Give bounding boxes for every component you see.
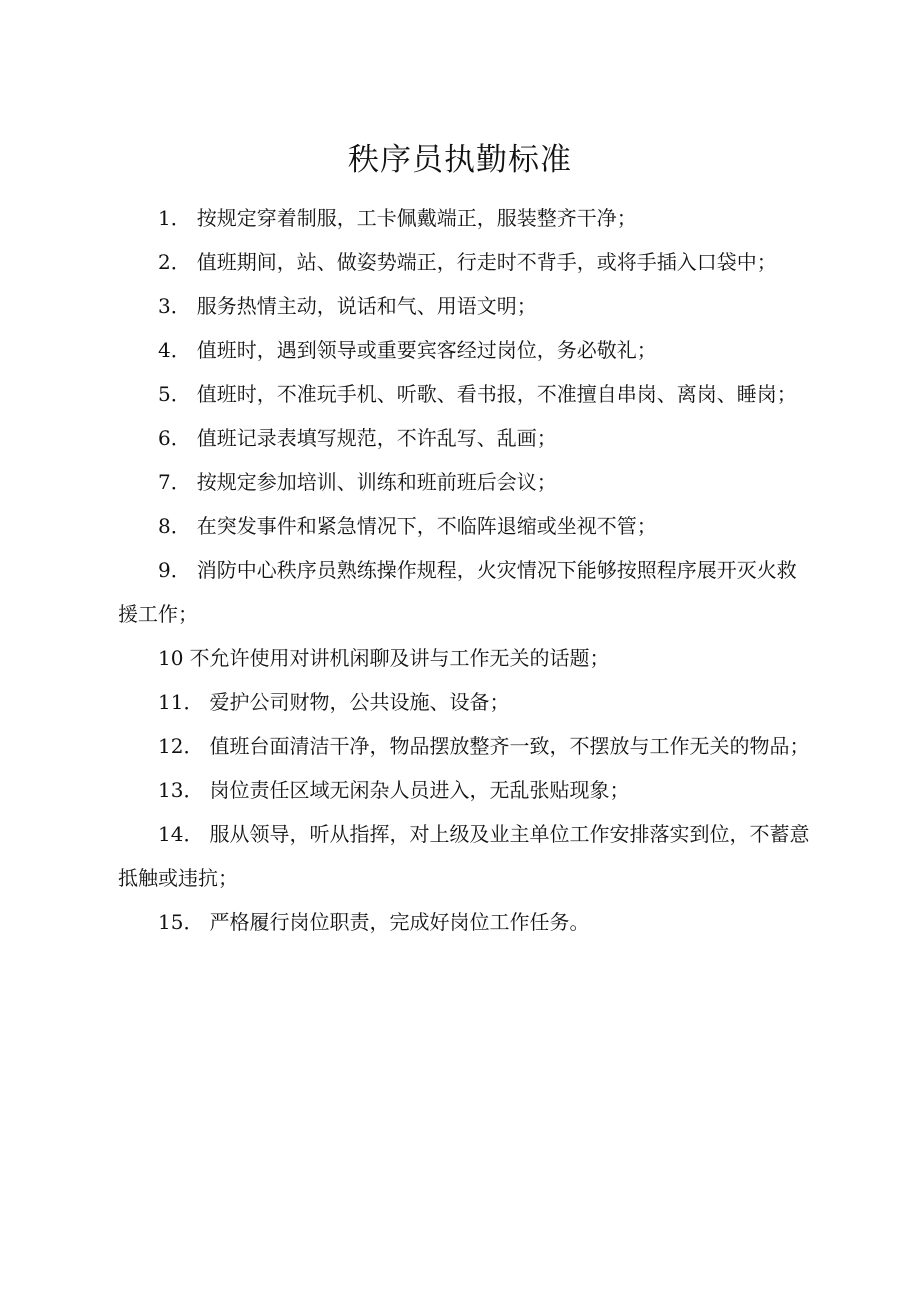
item-text: 严格履行岗位职责，完成好岗位工作任务。 <box>209 910 590 934</box>
item-number: 14． <box>158 822 204 846</box>
list-item <box>118 460 810 504</box>
list-item <box>118 768 810 812</box>
item-text: 岗位责任区域无闲杂人员进入，无乱张贴现象； <box>209 778 630 802</box>
list-item <box>118 680 810 724</box>
item-text: 服从领导，听从指挥，对上级及业主单位工作安排落实到位，不蓄意抵触或违抗； <box>118 822 810 890</box>
item-number: 2． <box>158 250 191 274</box>
item-text: 值班台面清洁干净，物品摆放整齐一致，不摆放与工作无关的物品； <box>209 734 810 758</box>
item-text: 在突发事件和紧急情况下，不临阵退缩或坐视不管； <box>196 514 657 538</box>
list-item <box>118 548 810 636</box>
list-item <box>118 240 810 284</box>
list-item <box>118 328 810 372</box>
list-item <box>118 724 810 768</box>
item-text: 值班记录表填写规范，不许乱写、乱画； <box>196 426 557 450</box>
list-item <box>118 900 810 944</box>
list-item <box>118 416 810 460</box>
item-number: 1． <box>158 206 191 230</box>
list-item <box>118 812 810 900</box>
item-number: 11． <box>158 690 204 714</box>
document-title: 秩序员执勤标准 <box>348 142 572 178</box>
item-number: 12． <box>158 734 204 758</box>
item-number: 3． <box>158 294 191 318</box>
item-number: 4． <box>158 338 191 362</box>
list-item <box>118 372 810 416</box>
item-text: 按规定参加培训、训练和班前班后会议； <box>196 470 557 494</box>
item-number: 10 <box>158 646 184 670</box>
item-text: 值班时，不准玩手机、听歌、看书报，不准擅自串岗、离岗、睡岗； <box>196 382 797 406</box>
item-number: 15． <box>158 910 204 934</box>
item-text: 值班期间，站、做姿势端正，行走时不背手，或将手插入口袋中； <box>196 250 777 274</box>
list-item <box>118 504 810 548</box>
item-number: 8． <box>158 514 191 538</box>
list-item <box>118 284 810 328</box>
item-text: 爱护公司财物，公共设施、设备； <box>209 690 510 714</box>
list-item <box>118 196 810 240</box>
item-number: 7． <box>158 470 191 494</box>
item-text: 不允许使用对讲机闲聊及讲与工作无关的话题； <box>189 646 610 670</box>
item-text: 按规定穿着制服，工卡佩戴端正，服装整齐干净； <box>196 206 637 230</box>
item-text: 消防中心秩序员熟练操作规程，火灾情况下能够按照程序展开灭火救援工作； <box>118 558 797 626</box>
item-text: 值班时，遇到领导或重要宾客经过岗位，务必敬礼； <box>196 338 657 362</box>
item-number: 6． <box>158 426 191 450</box>
item-text: 服务热情主动，说话和气、用语文明； <box>196 294 537 318</box>
rules-list <box>118 196 810 944</box>
list-item <box>118 636 810 680</box>
item-number: 5． <box>158 382 191 406</box>
item-number: 13． <box>158 778 204 802</box>
item-number: 9． <box>158 558 191 582</box>
